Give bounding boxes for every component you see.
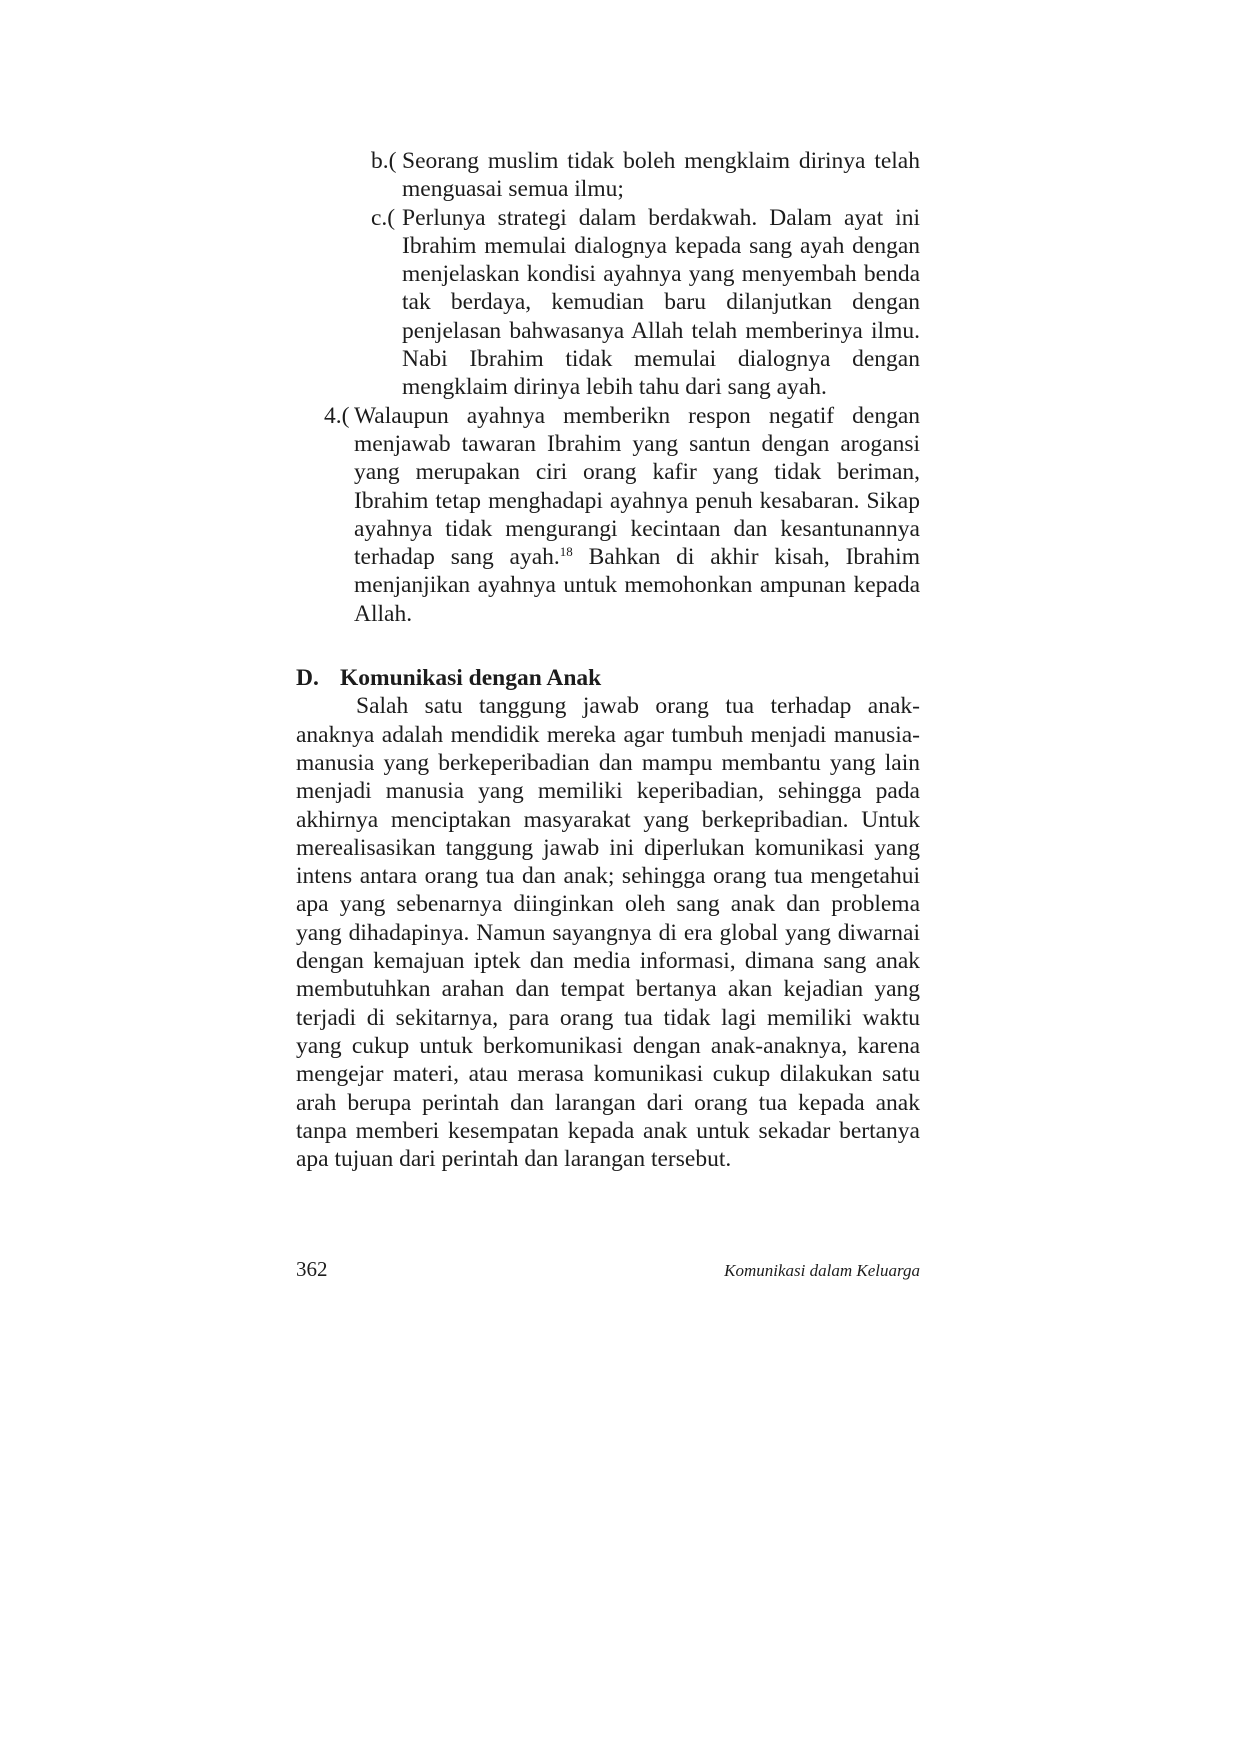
list-item-b xyxy=(296,147,920,204)
list-item-4-text-before: Walaupun ayahnya memberikn respon negatif dengan menjawab tawaran Ibrahim yang santun dengan arogansi yang merupakan ciri orang kafir yang tidak beriman, Ibrahim tetap menghadapi ayahnya penuh kesabaran. Sikap ayahnya tidak mengurangi kecintaan dan kesantunannya terhadap sang ayah. xyxy=(354,402,920,571)
running-title: Komunikasi dalam Keluarga xyxy=(724,1261,920,1280)
list-item-4-text-after: Bahkan di akhir kisah, Ibrahim menjanjikan ayahnya untuk memohonkan ampunan kepada Allah. xyxy=(354,544,920,627)
section-title: Komunikasi dengan Anak xyxy=(340,665,602,692)
list-item-c-text: Perlunya strategi dalam berdakwah. Dalam ayat ini Ibrahim memulai dialognya kepada sang ayah dengan menjelaskan kondisi ayahnya yang menyembah benda tak berdaya, kemudian baru dilanjutkan dengan penjelasan bahwasanya Allah telah memberinya ilmu. Nabi Ibrahim tidak memulai dialognya dengan mengklaim dirinya lebih tahu dari sang ayah. xyxy=(402,204,920,401)
list-item-b-text: Seorang muslim tidak boleh mengklaim dirinya telah menguasai semua ilmu; xyxy=(402,148,920,203)
page-number: 362 xyxy=(296,1257,328,1281)
section-paragraph: Salah satu tanggung jawab orang tua terhadap anak-anaknya adalah mendidik mereka agar tumbuh menjadi manusia-manusia yang berkeperibadian dan mampu membantu yang lain menjadi manusia yang memiliki keperibadian, sehingga pada akhirnya menciptakan masyarakat yang berkepribadian. Untuk merealisasikan tanggung jawab ini diperlukan komunikasi yang intens antara orang tua dan anak; sehingga orang tua mengetahui apa yang sebenarnya diinginkan oleh sang anak dan problema yang dihadapinya. Namun sayangnya di era global yang diwarnai dengan kemajuan iptek dan media informasi, dimana sang anak membutuhkan arahan dan tempat bertanya akan kejadian yang terjadi di sekitarnya, para orang tua tidak lagi memiliki waktu yang cukup untuk berkomunikasi dengan anak-anaknya, karena mengejar materi, atau merasa komunikasi cukup dilakukan satu arah berupa perintah dan larangan dari orang tua kepada anak tanpa memberi kesempatan kepada anak untuk sekadar bertanya apa tujuan dari perintah dan larangan tersebut. xyxy=(296,693,920,1173)
list-item-4 xyxy=(296,402,920,628)
section-label: D. xyxy=(296,665,319,692)
body-text xyxy=(296,147,920,1173)
list-marker-b: b.( xyxy=(371,148,397,174)
list-marker-c: c.( xyxy=(371,204,396,231)
footnote-reference[interactable]: 18 xyxy=(559,544,573,560)
list-item-c xyxy=(296,204,920,402)
section-heading xyxy=(296,664,920,692)
list-marker-4: 4.( xyxy=(324,402,350,429)
